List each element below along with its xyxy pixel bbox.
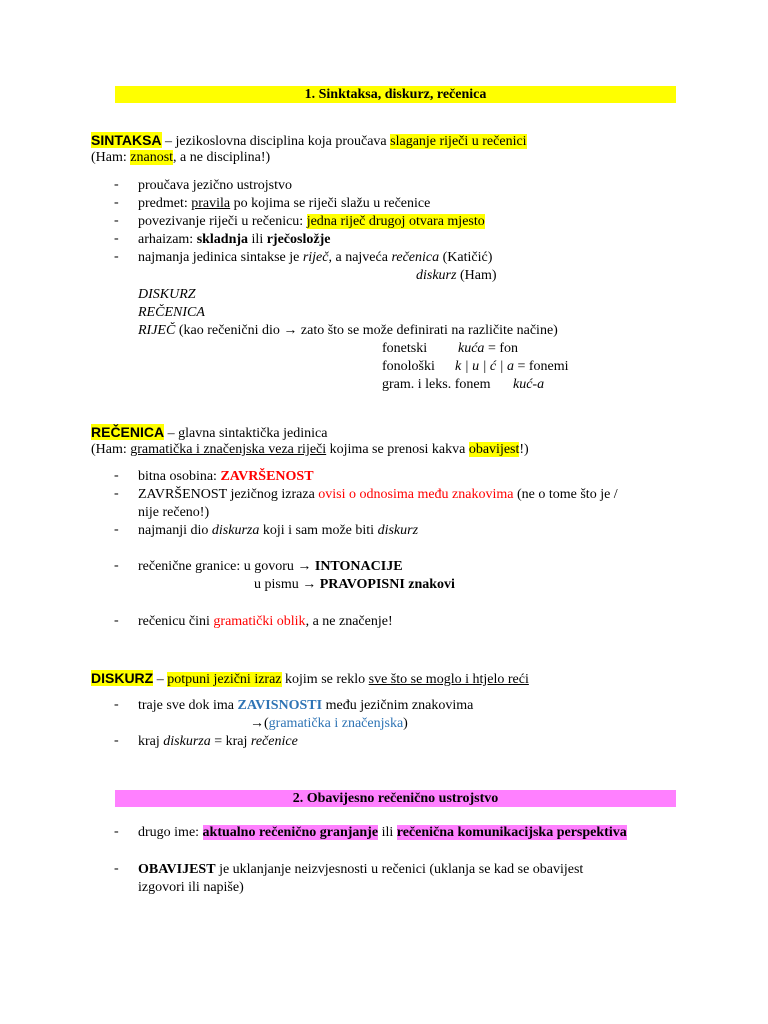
bullet-dash: - [114,824,119,839]
diskurz-term: DISKURZ [91,670,154,686]
hierarchy-rijec: RIJEČ (kao rečenični dio → zato što se može definirati na različite načine) [138,323,558,338]
sintaksa-bullet-4: arhaizam: skladnja ili rječosložje [138,232,331,247]
recenica-bullet-2-line2: nije rečeno!) [138,505,210,520]
fonoloski-value: k | u | ć | a = fonemi [455,359,569,374]
arrow-right-icon: → [297,559,312,574]
obavijesno-bullet-2-line2: izgovori ili napiše) [138,880,244,895]
diskurz-bullet-1: traje sve dok ima ZAVISNOSTI među jezičnim znakovima [138,698,474,713]
arrow-right-icon: → [302,577,317,592]
bullet-dash: - [114,697,119,712]
recenica-bullet-3: najmanji dio diskurza koji i sam može biti diskurz [138,523,419,538]
diskurz-definition: DISKURZ – potpuni jezični izraz kojim se reklo sve što se moglo i htjelo reći [91,670,529,687]
bullet-dash: - [114,231,119,246]
sintaksa-bullet-2: predmet: pravila po kojima se riječi slažu u rečenice [138,196,431,211]
recenica-ham-note: (Ham: gramatička i značenjska veza riječi kojima se prenosi kakva obavijest!) [91,442,529,457]
recenica-bullet-1: bitna osobina: ZAVRŠENOST [138,469,314,484]
fonetski-label: fonetski [382,341,428,356]
recenica-bullet-5: rečenicu čini gramatički oblik, a ne značenje! [138,614,393,629]
bullet-dash: - [114,861,119,876]
bullet-dash: - [114,468,119,483]
obavijesno-bullet-1: drugo ime: aktualno rečenično granjanje ili rečenična komunikacijska perspektiva [138,825,627,840]
recenica-bullet-4-line2: u pismu → PRAVOPISNI znakovi [254,577,455,592]
sintaksa-term: SINTAKSA [91,132,162,148]
hierarchy-recenica: REČENICA [138,305,205,320]
arrow-right-icon: → [283,323,298,338]
fonetski-value: kuća = fon [458,341,518,356]
sintaksa-bullet-5-line2: diskurz (Ham) [416,268,497,283]
arrow-right-icon: → [250,716,264,731]
bullet-dash: - [114,733,119,748]
bullet-dash: - [114,249,119,264]
recenica-bullet-4: rečenične granice: u govoru → INTONACIJE [138,559,403,574]
recenica-bullet-2: ZAVRŠENOST jezičnog izraza ovisi o odnosima među znakovima (ne o tome što je / [138,487,618,502]
hierarchy-diskurz: DISKURZ [138,287,196,302]
sintaksa-bullet-5: najmanja jedinica sintakse je riječ, a najveća rečenica (Katičić) [138,250,493,265]
bullet-dash: - [114,195,119,210]
recenica-definition: REČENICA – glavna sintaktička jedinica [91,424,328,441]
fonoloski-label: fonološki [382,359,435,374]
section-2-heading: 2. Obavijesno rečenično ustrojstvo [115,790,676,807]
gram-leks-value: kuć-a [513,377,545,392]
bullet-dash: - [114,613,119,628]
sintaksa-def-highlight: slaganje riječi u rečenici [390,134,527,149]
sintaksa-ham-note: (Ham: znanost, a ne disciplina!) [91,150,271,165]
section-1-heading: 1. Sinktaksa, diskurz, rečenica [115,86,676,103]
diskurz-bullet-1-line2: →(gramatička i značenjska) [250,716,408,731]
sintaksa-bullet-3: povezivanje riječi u rečenicu: jedna riječ drugoj otvara mjesto [138,214,485,229]
bullet-dash: - [114,522,119,537]
bullet-dash: - [114,558,119,573]
bullet-dash: - [114,213,119,228]
bullet-dash: - [114,177,119,192]
obavijesno-bullet-2: OBAVIJEST je uklanjanje neizvjesnosti u rečenici (uklanja se kad se obavijest [138,862,584,877]
sintaksa-definition: SINTAKSA – jezikoslovna disciplina koja proučava slaganje riječi u rečenici [91,132,527,149]
sintaksa-bullet-1: proučava jezično ustrojstvo [138,178,292,193]
bullet-dash: - [114,486,119,501]
recenica-term: REČENICA [91,424,165,440]
gram-leks-label: gram. i leks. fonem [382,377,491,392]
diskurz-bullet-2: kraj diskurza = kraj rečenice [138,734,298,749]
